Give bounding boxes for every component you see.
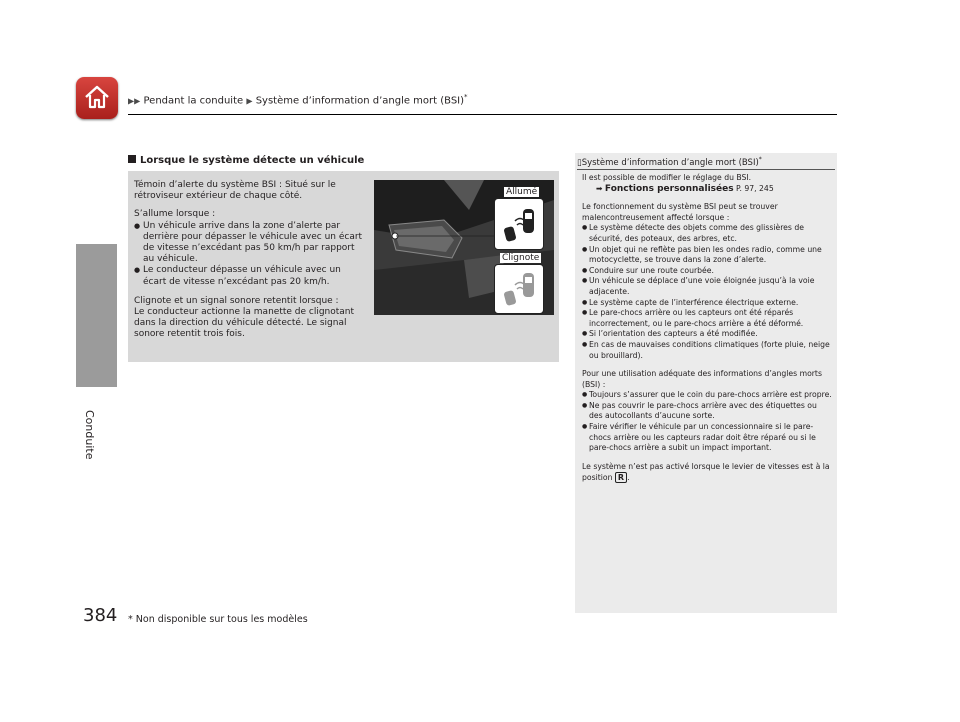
list-item: ● Faire vérifier le véhicule par un concessionnaire si le pare-chocs arrière ou les capteurs radar doit être réparé ou si le pare-chocs arrière a subit un impact important. [582, 422, 832, 454]
indicator-description: Témoin d’alerte du système BSI : Situé sur le rétroviseur extérieur de chaque côté. [134, 180, 336, 202]
list-item: ● En cas de mauvaises conditions climatiques (forte pluie, neige ou brouillard). [582, 340, 832, 361]
list-item: ● Le pare-chocs arrière ou les capteurs ont été réparés incorrectement, ou le pare-chocs arrière a été déformé. [582, 308, 832, 329]
header-divider [128, 114, 837, 115]
label-blink: Clignote [502, 253, 540, 263]
list-item: ● Un véhicule arrive dans la zone d’alerte par derrière pour dépasser le véhicule avec un écart de vitesse n’excédant pas 50 km/h par rapport au véhicule. [134, 221, 366, 266]
list-item: ● Un objet qui ne reflète pas bien les ondes radio, comme une motocyclette, se trouve dans la zone d’alerte. [582, 245, 832, 266]
cross-reference-link[interactable]: ➡ Fonctions personnalisées P. 97, 245 [596, 183, 774, 194]
sidenote-paragraph: Le système n’est pas activé lorsque le levier de vitesses est à la position R . [582, 461, 830, 483]
list-item: ● Le conducteur dépasse un véhicule avec un écart de vitesse n’excédant pas 20 km/h. [134, 265, 366, 287]
callout-blink [494, 264, 544, 314]
chevron-right-icon: ▶ [246, 96, 253, 106]
footnote: * Non disponible sur tous les modèles [128, 614, 308, 625]
square-bullet-icon [128, 155, 136, 163]
sidenote-title: ▯Système d’information d’angle mort (BSI)* [577, 156, 762, 168]
blink-intro: Clignote et un signal sonore retentit lorsque : [134, 295, 339, 306]
info-icon: ▯ [577, 157, 582, 168]
label-on: Allumé [506, 187, 538, 197]
callout-on [494, 198, 544, 250]
blind-spot-on-icon [495, 199, 543, 249]
chapter-tab[interactable] [76, 244, 117, 387]
list-item: ● Le système détecte des objets comme des glissières de sécurité, des poteaux, des arbres, etc. [582, 223, 832, 244]
list-item: ● Un véhicule se déplace d’une voie éloignée jusqu’à la voie adjacente. [582, 276, 832, 297]
sidenote-paragraph: Il est possible de modifier le réglage du BSI. [582, 173, 752, 182]
list-item: ● Toujours s’assurer que le coin du pare-chocs arrière est propre. [582, 390, 832, 401]
list-item: ● Si l’orientation des capteurs a été modifiée. [582, 329, 832, 340]
chevron-right-icon: ▶▶ [128, 96, 141, 106]
breadcrumb-item-driving[interactable]: Pendant la conduite [143, 95, 244, 107]
breadcrumb-item-bsi[interactable]: Système d’information d’angle mort (BSI) [255, 95, 465, 107]
section-heading: Lorsque le système détecte un véhicule [128, 155, 364, 166]
page-number: 384 [83, 605, 118, 626]
home-icon [83, 83, 111, 111]
sidenote-paragraph: Le fonctionnement du système BSI peut se trouver malencontreusement affecté lorsque : [582, 202, 778, 222]
sidenote-paragraph: Pour une utilisation adéquate des informations d’angles morts (BSI) : [582, 369, 822, 389]
gear-r-keycap: R [615, 472, 627, 483]
list-item: ● Ne pas couvrir le pare-chocs arrière avec des étiquettes ou des autocollants d’aucune sorte. [582, 401, 832, 422]
blind-spot-blink-icon [495, 265, 543, 313]
info-box-text [134, 180, 366, 348]
home-button[interactable] [76, 77, 118, 119]
blink-description: Le conducteur actionne la manette de clignotant dans la direction du véhicule détecté. Le signal sonore retentit trois fois. [134, 307, 355, 340]
chapter-label: Conduite [83, 410, 96, 460]
breadcrumb [128, 93, 468, 106]
list-item: ● Conduire sur une route courbée. [582, 266, 832, 277]
arrow-ref-icon: ➡ [596, 183, 603, 193]
sidenote-body [582, 173, 832, 484]
asterisk-mark: * [464, 93, 468, 101]
sidenote-divider [577, 169, 835, 170]
lights-intro: S’allume lorsque : [134, 209, 216, 220]
list-item: ● Le système capte de l’interférence électrique externe. [582, 298, 832, 309]
